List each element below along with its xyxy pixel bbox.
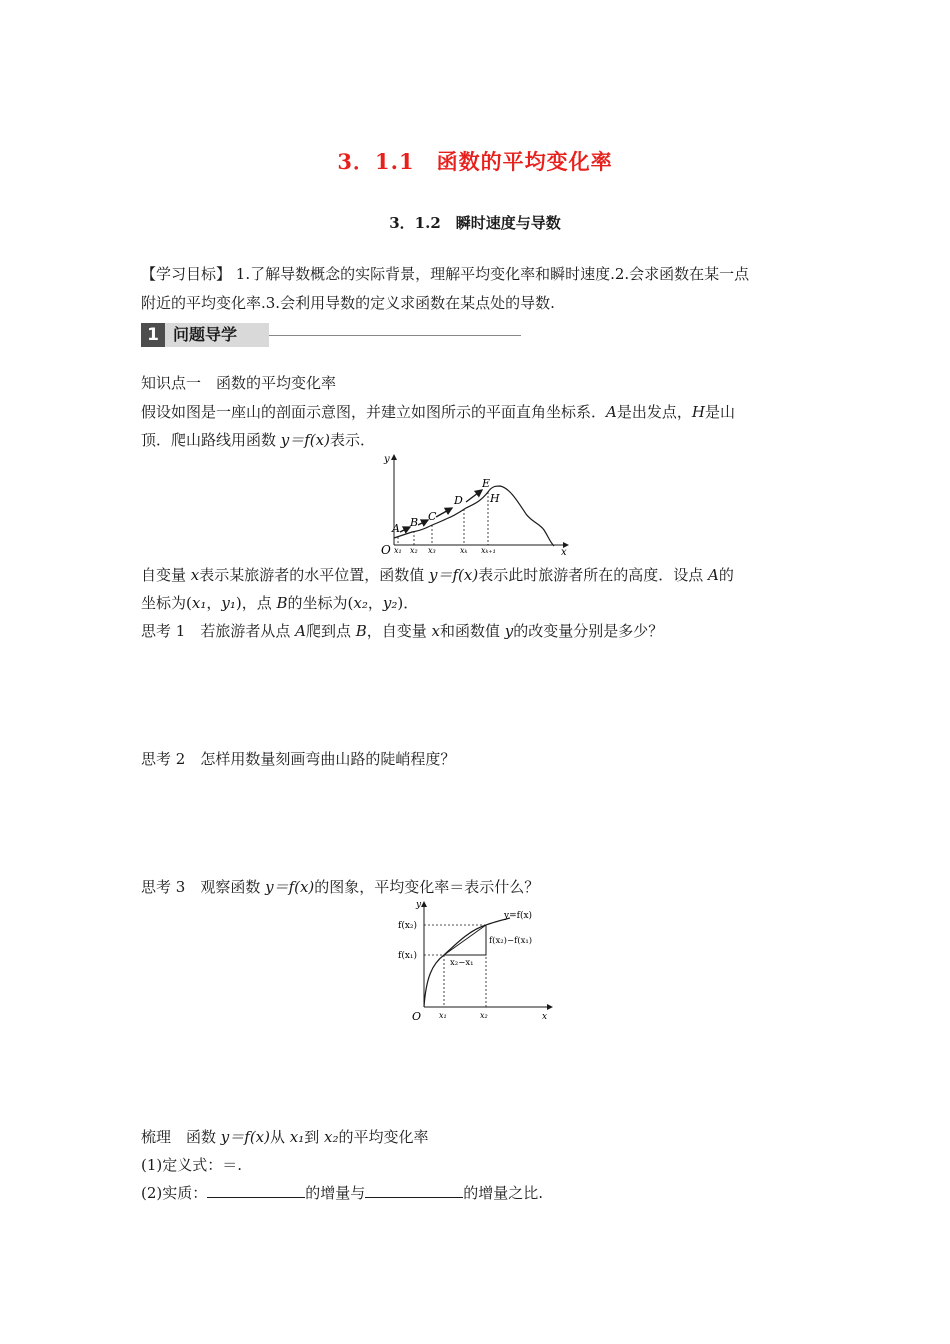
tick-x2-2: x₂ [480, 1011, 488, 1020]
blank-field-2[interactable] [365, 1183, 463, 1198]
think-2-label: 思考 2 [141, 750, 186, 768]
tick-x2: x₂ [410, 546, 418, 555]
para2-line-2: 坐标为(x₁，y₁)，点 B的坐标为(x₂，y₂)． [141, 594, 419, 612]
section-divider [269, 335, 521, 336]
summary-heading: 梳理 函数 y＝f(x)从 x₁到 x₂的平均变化率 [141, 1128, 429, 1146]
mountain-profile-figure [378, 452, 578, 558]
point-e-label: E [482, 477, 491, 490]
point-c-label: C [428, 510, 437, 523]
point-b-label: B [410, 516, 419, 529]
origin-label-2: O [412, 1010, 422, 1022]
section-number: 1 [141, 323, 165, 347]
tick-x1: x₁ [394, 546, 402, 555]
secant-line [444, 925, 486, 955]
point-h-label: H [490, 492, 500, 505]
fx2-label: f(x₂) [398, 921, 418, 931]
para2-line-1: 自变量 x表示某旅游者的水平位置，函数值 y＝f(x)表示此时旅游者所在的高度．设点 A的 [141, 566, 734, 584]
objectives-line-2: 附近的平均变化率.3.会利用导数的定义求函数在某点处的导数. [141, 294, 555, 312]
dy-label: f(x₂)−f(x₁) [489, 936, 533, 946]
section-header [141, 323, 269, 347]
point-a-label: A [392, 522, 400, 535]
summary-item-1: (1)定义式：＝. [141, 1156, 243, 1174]
tick-xk1: xₖ₊₁ [481, 546, 496, 555]
page-title: 3．1.1 函数的平均变化率 [337, 149, 613, 174]
curve-label: y=f(x) [504, 911, 533, 921]
think-1: 思考 1 若旅游者从点 A爬到点 B，自变量 x和函数值 y的改变量分别是多少？ [141, 622, 664, 640]
tick-x1-2: x₁ [439, 1011, 447, 1020]
page-subtitle: 3．1.2 瞬时速度与导数 [389, 214, 561, 232]
section-label: 问题导学 [173, 325, 238, 344]
para1-line-1: 假设如图是一座山的剖面示意图，并建立如图所示的平面直角坐标系．A是出发点，H是山 [141, 403, 735, 421]
objectives-label: 【学习目标】 [141, 265, 232, 283]
point-d-label: D [454, 494, 463, 507]
average-rate-figure [366, 898, 562, 1022]
y-axis-label-2: y [416, 900, 422, 910]
summary-label: 梳理 [141, 1128, 172, 1146]
objectives-line-1: 【学习目标】 1.了解导数概念的实际背景，理解平均变化率和瞬时速度.2.会求函数在某一点 [141, 265, 750, 283]
y-axis-label: y [384, 454, 390, 465]
tick-xk: xₖ [460, 546, 468, 555]
knowledge-point-heading: 知识点一 函数的平均变化率 [141, 374, 337, 392]
think-2: 思考 2 怎样用数量刻画弯曲山路的陡峭程度？ [141, 750, 456, 768]
think-3: 思考 3 观察函数 y＝f(x)的图象，平均变化率＝表示什么？ [141, 878, 540, 896]
fx1-label: f(x₁) [398, 951, 418, 961]
origin-label: O [381, 543, 391, 557]
x-axis-label-2: x [542, 1012, 548, 1022]
para1-line-2: 顶．爬山路线用函数 y＝f(x)表示． [141, 431, 375, 449]
think-1-label: 思考 1 [141, 622, 186, 640]
think-3-label: 思考 3 [141, 878, 186, 896]
dx-label: x₂−x₁ [450, 958, 474, 968]
blank-field-1[interactable] [207, 1183, 305, 1198]
tick-x3: x₃ [428, 546, 436, 555]
x-axis-label: x [561, 547, 567, 558]
summary-item-2: (2)实质： 的增量与 的增量之比. [141, 1184, 544, 1202]
